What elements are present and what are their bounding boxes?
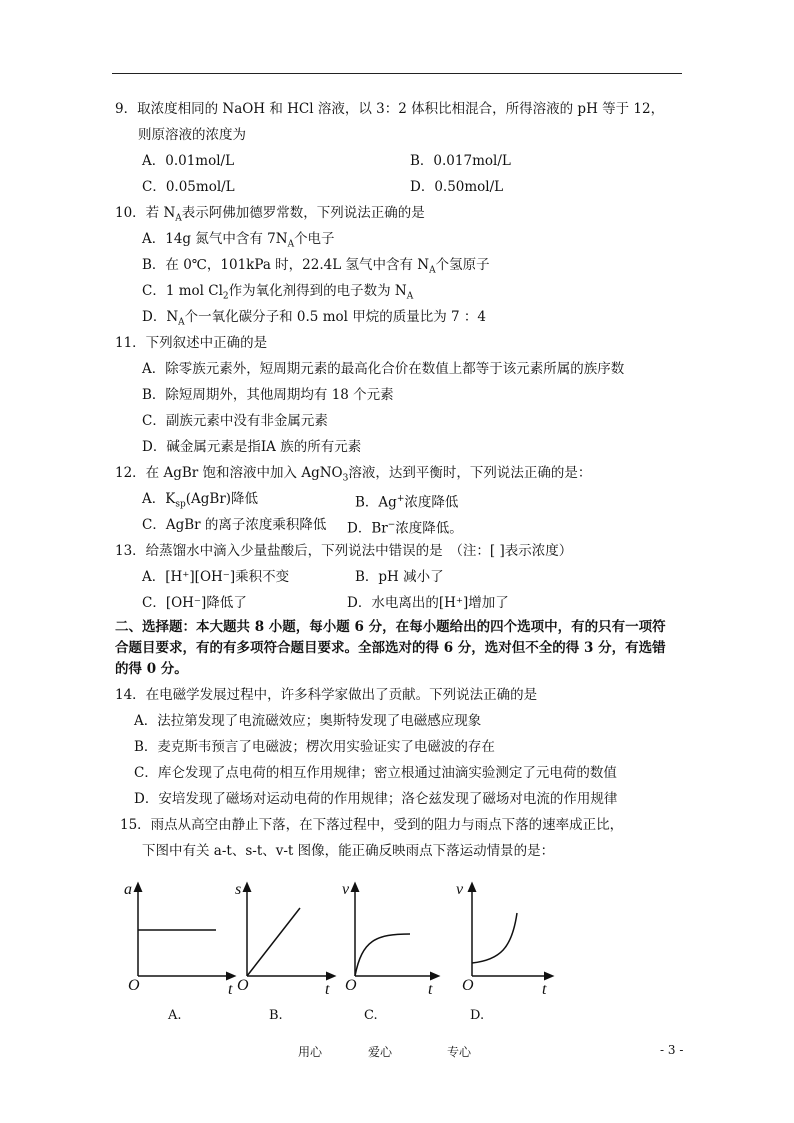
- graph-c-xlabel: t: [428, 981, 433, 998]
- q12-option-a: A．$K_{sp}(AgBr)$降低: [142, 491, 259, 510]
- graph-b-option: B.: [269, 1008, 283, 1023]
- graph-b-xlabel: t: [325, 981, 330, 998]
- q12-option-c: C．AgBr 的离子浓度乘积降低: [142, 517, 327, 533]
- q11-option-a: A．除零族元素外，短周期元素的最高化合价在数值上都等于该元素所属的族序数: [142, 361, 625, 377]
- footer-word-2: 爱心: [368, 1045, 393, 1059]
- graph-d-option: D.: [470, 1008, 485, 1023]
- q10-option-c: C．1 mol $Cl_2$作为氧化剂得到的电子数为 $N_A$: [142, 283, 414, 302]
- section2-line2: 合题目要求，有的有多项符合题目要求。全部选对的得 6 分，选对但不全的得 3 分，有选错: [115, 640, 666, 656]
- graph-c-origin: O: [345, 977, 357, 994]
- q13-option-b: B．pH 减小了: [355, 569, 444, 585]
- q13-option-d: D．水电离出的[H⁺]增加了: [347, 595, 509, 611]
- q13-option-c: C．[OH⁻]降低了: [142, 595, 247, 611]
- graph-d-ylabel: v: [456, 881, 464, 898]
- q14-option-d: D．安培发现了磁场对运动电荷的作用规律；洛仑兹发现了磁场对电流的作用规律: [134, 791, 618, 807]
- q14-option-c: C．库仑发现了点电荷的相互作用规律；密立根通过油滴实验测定了元电荷的数值: [134, 765, 617, 781]
- q15-stem-line2: 下图中有关 a-t、s-t、v-t 图像，能正确反映雨点下落运动情景的是：: [142, 843, 555, 859]
- q14-option-b: B．麦克斯韦预言了电磁波；楞次用实验证实了电磁波的存在: [134, 739, 495, 755]
- graph-d-origin: O: [462, 977, 474, 994]
- q11-option-c: C．副族元素中没有非金属元素: [142, 413, 328, 429]
- q10-option-d: D．$N_A$个一氧化碳分子和 0.5 mol 甲烷的质量比为 7 ：4: [142, 309, 486, 328]
- page-number: - 3 -: [660, 1043, 684, 1057]
- graph-s-t: [235, 881, 332, 998]
- q9-option-b: B．0.017mol/L: [410, 153, 511, 169]
- q11-stem: 11．下列叙述中正确的是: [115, 335, 268, 351]
- section2-line3: 的得 0 分。: [115, 661, 188, 677]
- q10-option-b: B．在 0℃，101kPa 时，22.4L 氢气中含有 $N_A$个氢原子: [142, 257, 490, 276]
- header-rule: [112, 73, 682, 74]
- q9-stem-line2: 则原溶液的浓度为: [138, 127, 246, 143]
- graph-c-option: C.: [364, 1008, 378, 1023]
- graph-v-t-c: [342, 881, 436, 998]
- graph-d-xlabel: t: [542, 981, 547, 998]
- footer-word-3: 专心: [447, 1045, 472, 1059]
- graph-a-origin: O: [128, 977, 140, 994]
- q9-option-a: A．0.01mol/L: [142, 153, 235, 169]
- graph-v-t-d: [456, 881, 550, 998]
- graph-c-curve: [355, 934, 410, 976]
- q11-option-d: D．碱金属元素是指ⅠA 族的所有元素: [142, 439, 362, 455]
- q9-option-c: C．0.05mol/L: [142, 179, 235, 195]
- graph-b-curve: [247, 908, 300, 976]
- q15-graphs: [120, 878, 560, 998]
- graph-d-curve: [472, 913, 517, 963]
- q10-stem: 10．若 $N_A$表示阿佛加德罗常数，下列说法正确的是: [115, 205, 425, 224]
- graph-a-ylabel: a: [124, 881, 132, 898]
- q14-stem: 14．在电磁学发展过程中，许多科学家做出了贡献。下列说法正确的是: [115, 687, 538, 703]
- q10-option-a: A．14g 氮气中含有 $7N_A$个电子: [142, 231, 335, 250]
- graph-c-ylabel: v: [342, 881, 350, 898]
- q9-option-d: D．0.50mol/L: [410, 179, 504, 195]
- q12-stem: 12．在 AgBr 饱和溶液中加入 AgNO$_3$溶液，达到平衡时，下列说法正确的是：: [115, 465, 592, 484]
- q12-option-d: D．Br−浓度降低。: [347, 520, 463, 537]
- q15-stem-line1: 15．雨点从高空由静止下落，在下落过程中，受到的阻力与雨点下落的速率成正比，: [120, 817, 624, 833]
- q12-option-b: B．Ag+浓度降低: [355, 494, 459, 511]
- graph-a-xlabel: t: [228, 981, 233, 998]
- q11-option-b: B．除短周期外，其他周期均有 18 个元素: [142, 387, 394, 403]
- q13-option-a: A．[H⁺][OH⁻]乘积不变: [142, 569, 290, 585]
- q14-option-a: A．法拉第发现了电流磁效应；奥斯特发现了电磁感应现象: [134, 713, 482, 729]
- footer-word-1: 用心: [298, 1045, 323, 1059]
- section2-line1: 二、选择题：本大题共 8 小题，每小题 6 分，在每小题给出的四个选项中，有的只有一项符: [115, 619, 666, 635]
- graph-b-origin: O: [237, 977, 249, 994]
- graph-a-t: [124, 881, 233, 998]
- graph-b-ylabel: s: [235, 881, 242, 898]
- q13-stem: 13．给蒸馏水中滴入少量盐酸后，下列说法中错误的是 （注：[ ]表示浓度）: [115, 543, 573, 559]
- q9-stem-line1: 9．取浓度相同的 NaOH 和 HCl 溶液，以 3：2 体积比相混合，所得溶液的 pH 等于 12，: [115, 101, 665, 117]
- graph-a-option: A.: [168, 1008, 182, 1023]
